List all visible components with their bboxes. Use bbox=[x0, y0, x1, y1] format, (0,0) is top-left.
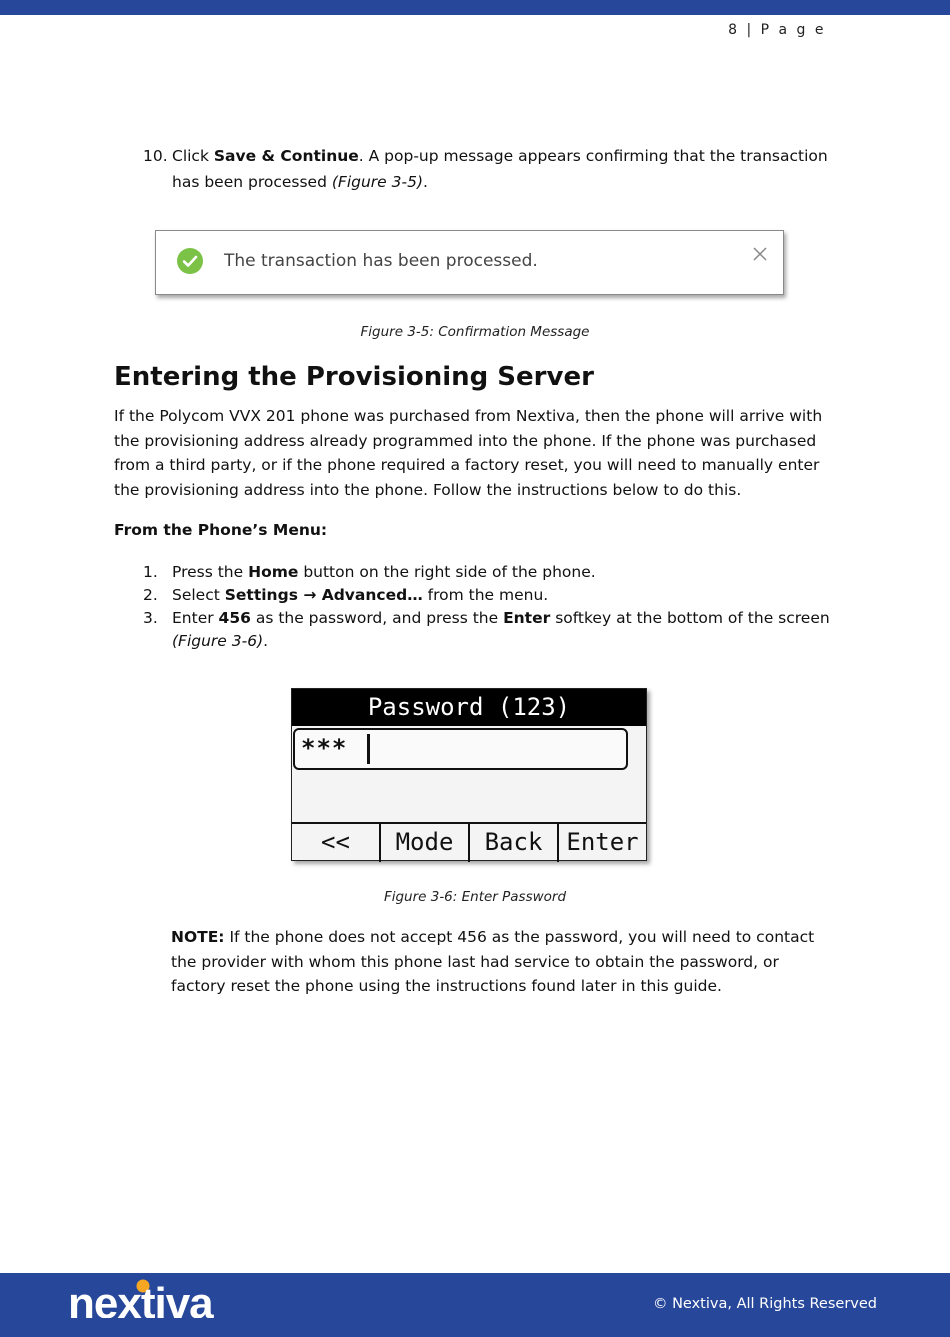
softkey-enter[interactable]: Enter bbox=[566, 828, 639, 856]
password-screen-title: Password (123) bbox=[292, 689, 646, 726]
step-text: from the menu. bbox=[422, 586, 549, 604]
list-item bbox=[143, 584, 843, 607]
step-bold-term: Save & Continue bbox=[213, 147, 359, 165]
top-color-band bbox=[0, 0, 950, 15]
list-item bbox=[143, 607, 843, 653]
softkey-back-arrows[interactable]: << bbox=[292, 824, 381, 862]
step-text-pre: Click bbox=[172, 147, 214, 165]
figure-caption: Figure 3-5: Confirmation Message bbox=[360, 324, 590, 340]
password-value: *** bbox=[301, 734, 348, 762]
step-text: button on the right side of the phone. bbox=[298, 563, 596, 581]
svg-text:nextiva: nextiva bbox=[68, 1279, 213, 1318]
section-heading: Entering the Provisioning Server bbox=[114, 362, 594, 392]
step-text: as the password, and press the bbox=[250, 609, 504, 627]
step-text: softkey at the bottom of the screen bbox=[550, 609, 830, 627]
step-bold-term: 456 bbox=[218, 609, 251, 627]
step-text: Press the bbox=[172, 563, 249, 581]
step-number: 3. bbox=[143, 609, 158, 627]
steps-list bbox=[143, 561, 843, 653]
step-bold-term: Home bbox=[248, 563, 299, 581]
note-label: NOTE: bbox=[171, 928, 225, 946]
arrow-right-icon: → bbox=[297, 586, 322, 604]
phone-password-screen-figure bbox=[291, 688, 647, 861]
nextiva-logo bbox=[68, 1278, 253, 1318]
step-number: 1. bbox=[143, 563, 158, 581]
step-text: Enter bbox=[172, 609, 219, 627]
figure-reference: (Figure 3-6) bbox=[172, 632, 264, 650]
step-bold-term: Settings bbox=[224, 586, 298, 604]
copyright-text: © Nextiva, All Rights Reserved bbox=[652, 1296, 877, 1312]
step-text bbox=[172, 143, 843, 195]
softkey-bar bbox=[292, 822, 646, 862]
figure-caption: Figure 3-6: Enter Password bbox=[383, 889, 567, 905]
step-bold-term: Enter bbox=[503, 609, 551, 627]
step-text: Select bbox=[172, 586, 225, 604]
step-number: 10. bbox=[143, 147, 168, 165]
step-text-post: . A pop-up message appears confirming that the transaction has been processed bbox=[172, 147, 828, 191]
text-cursor bbox=[367, 734, 370, 764]
softkey-back[interactable]: Back bbox=[470, 824, 559, 862]
step-number: 2. bbox=[143, 586, 158, 604]
step-text-end: . bbox=[263, 632, 269, 650]
list-item bbox=[143, 561, 843, 584]
step-10 bbox=[143, 143, 843, 195]
softkey-mode[interactable]: Mode bbox=[381, 824, 470, 862]
confirmation-message-text: The transaction has been processed. bbox=[224, 251, 538, 271]
figure-reference: (Figure 3-5) bbox=[331, 173, 423, 191]
password-input[interactable] bbox=[293, 728, 628, 770]
note-text: If the phone does not accept 456 as the password, you will need to contact the provider with whom this phone last had service to obtain the password, or factory reset the phone using the instructions found later in this guide. bbox=[171, 928, 815, 996]
check-circle-icon bbox=[177, 248, 203, 274]
page-number: 8 | P a g e bbox=[728, 22, 826, 38]
step-text-end: . bbox=[423, 173, 428, 191]
confirmation-message-figure bbox=[155, 230, 784, 295]
note-block bbox=[171, 925, 836, 999]
close-icon[interactable] bbox=[751, 245, 769, 263]
step-bold-term: Advanced… bbox=[321, 586, 423, 604]
section-paragraph: If the Polycom VVX 201 phone was purchased from Nextiva, then the phone will arrive with the provisioning address already programmed into the phone. If the phone was purchased from a third party, or if the phone required a factory reset, you will need to manually enter the provisioning address into the phone. Follow the instructions below to do this. bbox=[114, 407, 823, 500]
subheading: From the Phone’s Menu: bbox=[114, 521, 328, 539]
